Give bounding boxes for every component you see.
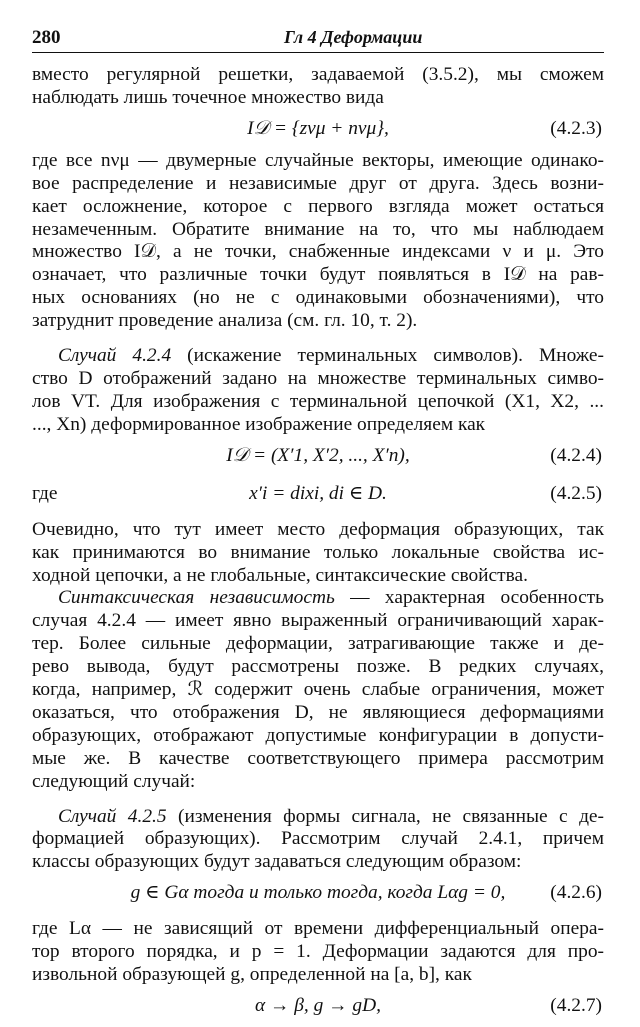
text-line: где все nνμ — двумерные случайные векторы, имеющие одинако- [32,149,604,171]
text-line: вое распределение и независимые друг от друга. Здесь возни- [32,172,604,194]
text-line: случая 4.2.4 — имеет явно выраженный ограничивающий харак- [32,610,604,632]
text-line: формацией образующих). Рассмотрим случай 2.4.1, причем [32,828,604,850]
equation-number: (4.2.6) [550,882,602,904]
equation-4-2-6 [32,874,604,918]
equation-4-2-7 [32,987,604,1027]
running-title: Гл 4 Деформации [284,27,423,47]
text-line: означает, что различные точки будут появляться в I𝒟 на рав- [32,264,604,286]
page-header [32,26,604,53]
equation-formula: g ∈ Gα тогда и только тогда, когда Lαg = 0, [130,882,506,904]
text-line: когда, например, ℛ содержит очень слабые ограничения, может [32,679,604,701]
equation-number: (4.2.7) [550,995,602,1016]
text-line: как принимаются во внимание только локальные свойства ис- [32,541,604,563]
equation-4-2-5 [32,475,604,519]
case-label: Случай 4.2.4 [58,345,172,367]
text-line: где Lα — не зависящий от времени дифференциальный опера- [32,918,604,940]
text-run: — характерная особенность [334,587,604,609]
equation-formula: I𝒟 = (X′1, X′2, ..., X′n), [226,444,410,466]
text-line: ходной цепочки, а не глобальные, синтаксические свойства. [32,564,528,586]
equation-number: (4.2.4) [550,444,602,466]
case-heading-line [32,806,604,829]
text-line: классы образующих будут задаваться следующим образом: [32,851,522,873]
text-line: извольной образующей g, определенной на [a, b], как [32,964,472,986]
text-line: следующий случай: [32,770,196,792]
equation-number: (4.2.5) [550,482,602,504]
text-line: вместо регулярной решетки, задаваемой (3.5.2), мы сможем [32,64,604,85]
text-line: лов VT. Для изображения с терминальной цепочкой (X1, X2, ... [32,390,604,412]
text-line: образующих, отображают допустимые конфигурации в допусти- [32,724,604,746]
equation-formula: x′i = dixi, di ∈ D. [249,482,387,504]
case-heading-line [32,345,604,368]
text-line: мые же. В качестве соответствующего примера рассмотрим [32,747,604,769]
text-run: (изменения формы сигнала, не связанные с де- [166,805,604,827]
equation-number: (4.2.3) [550,117,602,139]
equation-formula: α → β, g → gD, [255,995,381,1016]
where-label: где [32,482,58,504]
text-line: тор второго порядка, и p = 1. Деформации задаются для про- [32,941,604,963]
paragraph-lead-line [32,587,604,610]
text-line: оказаться, что отображения D, не являющиеся деформациями [32,701,604,723]
text-line: рево вывода, будут рассмотрены позже. В редких случаях, [32,656,604,678]
page-body [32,64,604,1027]
text-line: тер. Более сильные деформации, затрагивающие также и де- [32,633,604,655]
case-label: Случай 4.2.5 [58,805,167,827]
equation-4-2-3 [32,110,604,150]
text-run: (искажение терминальных символов). Множе- [171,345,604,367]
text-line: кает осложнение, которое с первого взгляда может остаться [32,195,604,217]
text-line: затруднит проведение анализа (см. гл. 10, т. 2). [32,310,418,332]
page-number: 280 [32,27,61,48]
equation-4-2-4 [32,437,604,475]
text-line: ных основаниях (но не с одинаковыми обозначениями), что [32,287,604,309]
text-line: множество I𝒟, а не точки, снабженные индексами ν и μ. Это [32,241,604,263]
text-line: незамеченным. Обратите внимание на то, что мы наблюдаем [32,218,604,240]
text-line: наблюдать лишь точечное множество вида [32,86,384,108]
text-line: Очевидно, что тут имеет место деформация образующих, так [32,518,604,540]
equation-formula: I𝒟 = {zνμ + nνμ}, [247,117,389,139]
text-line: ство D отображений задано на множестве терминальных симво- [32,367,604,389]
emphasized-term: Синтаксическая независимость [58,587,335,609]
text-line: ..., Xn) деформированное изображение определяем как [32,413,486,435]
